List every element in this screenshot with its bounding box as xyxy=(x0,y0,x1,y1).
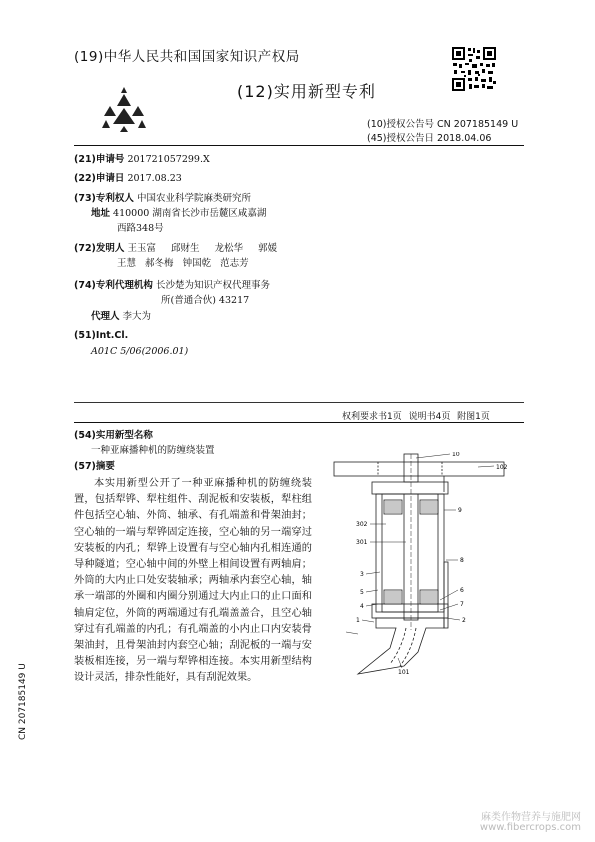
header-divider xyxy=(74,145,524,146)
publication-number: (10)授权公告号 CN 207185149 U xyxy=(367,119,519,130)
issuing-office: (19)中华人民共和国国家知识产权局 xyxy=(74,49,300,65)
qr-code-icon xyxy=(451,46,497,92)
label-10: 10 xyxy=(452,452,460,458)
side-publication-number: CN 207185149 U xyxy=(18,663,28,740)
label-302: 302 xyxy=(356,521,368,528)
document-page-counts: 权利要求书1页 说明书4页 附图1页 xyxy=(342,412,490,422)
label-6: 6 xyxy=(460,587,464,594)
label-8: 8 xyxy=(460,557,464,564)
patent-agency: (74)专利代理机构 长沙楚为知识产权代理事务 xyxy=(74,280,270,291)
inventors: (72)发明人 王玉富 邱财生 龙松华 郭媛 xyxy=(74,243,278,254)
counts-divider-top xyxy=(74,402,524,403)
abstract-label: (57)摘要 xyxy=(74,461,115,472)
filing-date: (22)申请日 2017.08.23 xyxy=(74,173,182,184)
label-1: 1 xyxy=(356,617,360,624)
patentee: (73)专利权人 中国农业科学院麻类研究所 xyxy=(74,193,251,204)
end-cap-bottom xyxy=(372,604,448,618)
publication-date: (45)授权公告日 2018.04.06 xyxy=(367,133,492,144)
patentee-address-cont: 西路348号 xyxy=(117,223,164,234)
label-4: 4 xyxy=(360,603,364,610)
patent-agency-cont: 所(普通合伙) 43217 xyxy=(161,295,250,306)
ipc-code: A01C 5/06(2006.01) xyxy=(91,346,189,357)
application-number: (21)申请号 201721057299.X xyxy=(74,154,210,165)
utility-model-title: 一种亚麻播种机的防缠绕装置 xyxy=(91,445,215,456)
patent-type-title: (12)实用新型专利 xyxy=(237,82,376,101)
label-102: 102 xyxy=(496,464,508,471)
label-5: 5 xyxy=(360,589,364,596)
inventors-cont: 王慧 郝冬梅 钟国乾 范志芳 xyxy=(117,258,249,269)
label-7: 7 xyxy=(460,601,464,608)
label-301: 301 xyxy=(356,539,368,546)
label-101: 101 xyxy=(398,669,410,676)
patentee-address: 地址 410000 湖南省长沙市岳麓区咸嘉湖 xyxy=(91,208,267,219)
mounting-plate xyxy=(334,462,504,476)
label-2: 2 xyxy=(462,617,466,624)
end-cap-top xyxy=(372,482,448,494)
watermark-url: www.fibercrops.com xyxy=(479,822,581,833)
label-3: 3 xyxy=(360,571,364,578)
counts-divider-bottom xyxy=(74,422,524,423)
abstract-text: 本实用新型公开了一种亚麻播种机的防缠绕装置，包括犁铧、犁柱组件、刮泥板和安装板，犁柱组件包括空心轴、外筒、轴承、有孔端盖和骨架油封；空心轴的一端与犁铧固定连接，空心轴的另一端穿过安装板的内孔；犁铧上设置有与空心轴内孔相连通的导种隧道；空心轴中间的外壁上相间设置有两轴肩；外筒的大内止口处安装轴承；两轴承内套空心轴，轴承一端部的外圈和内圈分别通过大内止口的止口面和轴肩定位，外筒的两端通过有孔端盖盖合，且空心轴穿过有孔端盖的内孔；有孔端盖的小内止口内安装骨架油封，且骨架油封内套空心轴；刮泥板的一端与安装板相连接，另一端与犁铧相连接。本实用新型结构设计灵活，排杂性能好，具有刮泥效果。 xyxy=(74,478,312,684)
ipc-label: (51)Int.Cl. xyxy=(74,330,129,341)
technical-drawing xyxy=(318,452,533,677)
patent-agent: 代理人 李大为 xyxy=(91,311,152,322)
watermark-site-name: 麻类作物营养与施肥网 xyxy=(481,812,581,823)
label-9: 9 xyxy=(458,507,462,514)
title-label: (54)实用新型名称 xyxy=(74,430,153,441)
patent-office-emblem-icon xyxy=(98,84,148,134)
